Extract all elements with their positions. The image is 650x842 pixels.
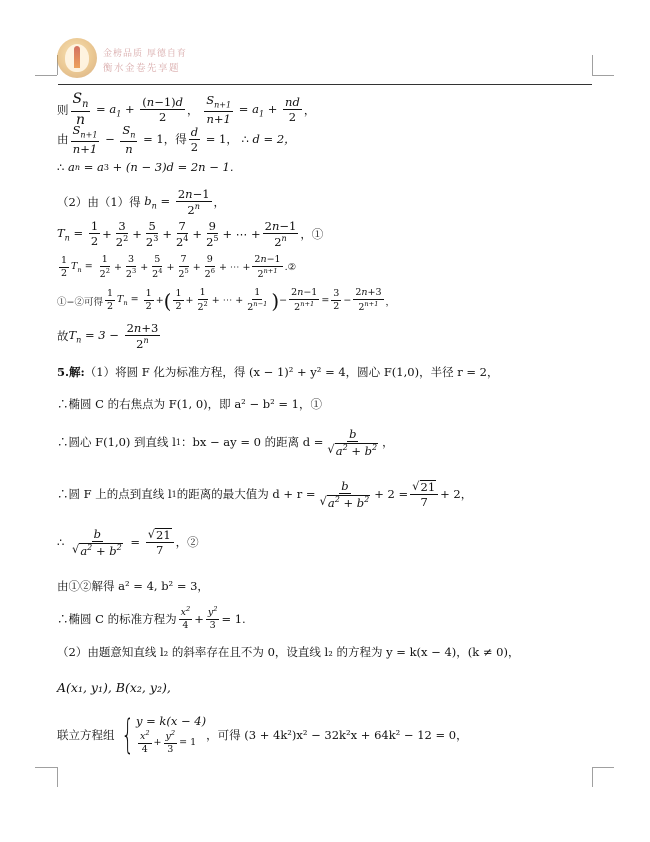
solution-line-8: 故 $T_n = 3$ − $\frac{2n+3}{2^n}$ (57, 321, 159, 351)
crop-mark-bl-v (57, 767, 58, 787)
problem-5-line-1: 5.解: （1）将圆 F 化为标准方程，得 (x − 1)² + y² = 4，圆心 F(1,0)，半径 r = 2， (57, 365, 499, 379)
logo-slogan: 金榜品质 厚德自育 (103, 49, 187, 59)
crop-mark-bl-h (35, 767, 57, 768)
problem-5-line-2: ∴椭圆 C 的右焦点为 F(1, 0)，即 a² − b² = 1，① (57, 397, 322, 411)
crop-mark-br-h (592, 767, 614, 768)
problem-5-line-4: ∴圆 F 上的点到直线 l 1 的距离的最大值为 d + r = b √ $a^2 + b^2$ + 2 = √ 21 7 + 2， (57, 479, 473, 510)
header-logo (57, 38, 227, 88)
crop-mark-br-v (592, 767, 593, 787)
solution-line-2: 由 $\frac{S_{n+1}}{n+1}$ − $\frac{S_n}{n}$ = 1 ，得 $\frac{d}{2}$ = 1 ， ∴ d = 2， (57, 123, 296, 156)
solution-line-4: （2）由（1）得 $b_n$ = $\frac{2n-1}{2^n}$ ， (57, 187, 226, 217)
solution-line-7: ①−②可得 $\frac{1}{2}$ $T_n$ = $\frac{1}{2}$ + ( $\frac{1}{2}$ + $\frac{1}{2^2}$ + ⋯ + $\frac{1}{2^{n-1}}$ ) − $\frac{2n-1}{2^{n+1}}$ = $\frac{3}{2}$ − $\frac{2n+3}{2^{n+1}}$ ， (57, 287, 396, 314)
solution-line-6: $\frac{1}{2}$ $T_n$ = $\frac{1}{2^2}$ + $\frac{3}{2^3}$ + $\frac{5}{2^4}$ + $\frac{7}{2^5}$ + $\frac{9}{2^6}$ + ⋯ + $\frac{2n-1}{2^{n+1}}$ .② (61, 254, 297, 281)
problem-5-line-8: （2）由题意知直线 l₂ 的斜率存在且不为 0，设直线 l₂ 的方程为 y = k(x − 4)，(k ≠ 0)， (57, 645, 520, 659)
problem-5-line-3: ∴圆心 F(1,0) 到直线 l 1 ：bx − ay = 0 的距离 d = b √ $a^2 + b^2$ ， (57, 427, 394, 458)
header-rule (58, 84, 592, 85)
crop-mark-tl-h (35, 75, 57, 76)
logo-brand: 衡水金卷先享题 (103, 63, 181, 74)
problem-5-line-5: ∴ b √ $a^2 + b^2$ = √ 21 7 ，② (57, 527, 199, 558)
solution-line-1: 则 $\frac{S_n}{n}$ = $a_1$ + $\frac{(n-1)d}{2}$ ， $\frac{S_{n+1}}{n+1}$ = $a_1$ + $\frac{nd}{2}$ ， (57, 91, 316, 129)
solution-line-3: ∴ a n = a 3 + (n − 3)d = 2n − 1. (57, 160, 234, 174)
crop-mark-tr-v (592, 55, 593, 75)
solution-line-5: $T_n$ = $\frac{1}{2}$ + $\frac{3}{2^2}$ + $\frac{5}{2^3}$ + $\frac{7}{2^4}$ + $\frac{9}{2^5}$ + ⋯ + $\frac{2n-1}{2^n}$ ，① (57, 219, 324, 249)
problem-5-line-9: A(x₁, y₁), B(x₂, y₂), (57, 680, 171, 695)
problem-5-line-7: ∴椭圆 C 的标准方程为 $\frac{x^2}{4}$ + $\frac{y^2}{3}$ = 1. (57, 605, 246, 632)
problem-5-line-6: 由①②解得 a² = 4, b² = 3， (57, 579, 209, 593)
problem-5-line-10: 联立方程组 { y = k(x − 4) $\frac{x^2}{4}$ + $\frac{y^2}{3}$ = 1 ，可得 (3 + 4k²)x² − 32k²x + 64k² − 12 = 0， (57, 711, 468, 758)
crop-mark-tr-h (592, 75, 614, 76)
equation-system: { y = k(x − 4) $\frac{x^2}{4}$ + $\frac{y^2}{3}$ = 1 (120, 711, 207, 758)
